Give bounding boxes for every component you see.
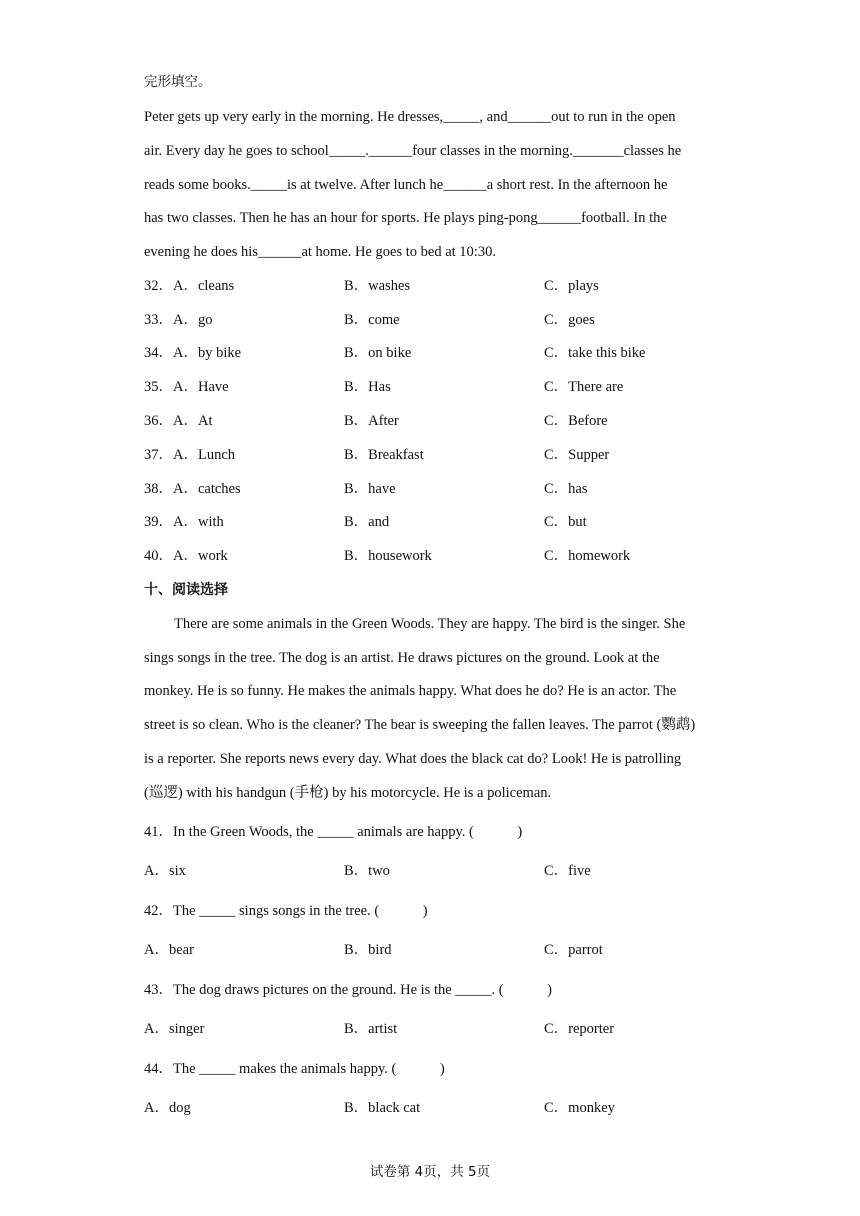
- option-b[interactable]: B．Breakfast: [344, 447, 424, 463]
- reading-passage-line: (巡逻) with his handgun (手枪) by his motorcycle. He is a policeman.: [144, 785, 552, 801]
- option-a[interactable]: A．bear: [144, 942, 194, 958]
- option-c[interactable]: C．goes: [544, 312, 595, 328]
- cloze-heading: 完形填空。: [144, 74, 212, 90]
- reading-passage-line: There are some animals in the Green Woods. They are happy. The bird is the singer. She: [174, 616, 686, 632]
- option-b[interactable]: B．artist: [344, 1021, 398, 1037]
- option-a[interactable]: 33．A．go: [144, 312, 213, 328]
- cloze-question-row: [144, 546, 764, 566]
- reading-passage-line: monkey. He is so funny. He makes the animals happy. What does he do? He is an actor. The: [144, 683, 677, 699]
- question-stem: 43．The dog draws pictures on the ground. He is the _____. ( ): [144, 982, 552, 998]
- option-a[interactable]: 36．A．At: [144, 413, 213, 429]
- option-b[interactable]: B．black cat: [344, 1100, 421, 1116]
- option-a[interactable]: 34．A．by bike: [144, 345, 242, 361]
- cloze-passage-line: reads some books._____is at twelve. After lunch he______a short rest. In the afternoon he: [144, 177, 668, 193]
- option-a[interactable]: 35．A．Have: [144, 379, 229, 395]
- option-b[interactable]: B．and: [344, 514, 390, 530]
- cloze-question-row: [144, 310, 764, 330]
- reading-section-heading: 十、阅读选择: [144, 582, 228, 598]
- reading-passage-line: sings songs in the tree. The dog is an artist. He draws pictures on the ground. Look at the: [144, 650, 660, 666]
- reading-passage-line: is a reporter. She reports news every day. What does the black cat do? Look! He is patrolling: [144, 751, 682, 767]
- cloze-question-row: [144, 343, 764, 363]
- cloze-question-row: [144, 377, 764, 397]
- option-a[interactable]: A．dog: [144, 1100, 191, 1116]
- option-a[interactable]: A．singer: [144, 1021, 205, 1037]
- cloze-question-row: [144, 479, 764, 499]
- option-b[interactable]: B．housework: [344, 548, 432, 564]
- option-c[interactable]: C．monkey: [544, 1100, 615, 1116]
- option-a[interactable]: 38．A．catches: [144, 481, 241, 497]
- answer-options-row: [144, 940, 764, 960]
- cloze-question-row: [144, 411, 764, 431]
- cloze-passage-line: air. Every day he goes to school_____.______four classes in the morning._______classes he: [144, 143, 682, 159]
- question-stem: 41．In the Green Woods, the _____ animals are happy. ( ): [144, 824, 523, 840]
- page-footer: 试卷第 4页，共 5页: [369, 1164, 491, 1180]
- option-c[interactable]: C．reporter: [544, 1021, 615, 1037]
- question-stem: 44．The _____ makes the animals happy. ( ): [144, 1061, 445, 1077]
- option-b[interactable]: B．After: [344, 413, 399, 429]
- cloze-passage-line: has two classes. Then he has an hour for sports. He plays ping-pong______football. In the: [144, 210, 667, 226]
- option-c[interactable]: C．homework: [544, 548, 631, 564]
- option-c[interactable]: C．Supper: [544, 447, 610, 463]
- option-b[interactable]: B．come: [344, 312, 400, 328]
- option-c[interactable]: C．take this bike: [544, 345, 646, 361]
- option-a[interactable]: 32．A．cleans: [144, 278, 235, 294]
- cloze-passage-line: evening he does his______at home. He goes to bed at 10:30.: [144, 244, 496, 260]
- reading-passage-line: street is so clean. Who is the cleaner? The bear is sweeping the fallen leaves. The parrot (鹦鹉): [144, 717, 696, 733]
- option-b[interactable]: B．have: [344, 481, 396, 497]
- answer-options-row: [144, 861, 764, 881]
- option-c[interactable]: C．but: [544, 514, 587, 530]
- option-b[interactable]: B．bird: [344, 942, 392, 958]
- option-c[interactable]: C．five: [544, 863, 591, 879]
- answer-options-row: [144, 1098, 764, 1118]
- option-c[interactable]: C．has: [544, 481, 588, 497]
- cloze-passage-line: Peter gets up very early in the morning. He dresses,_____, and______out to run in the open: [144, 109, 676, 125]
- option-b[interactable]: B．two: [344, 863, 390, 879]
- option-a[interactable]: 40．A．work: [144, 548, 228, 564]
- answer-options-row: [144, 1019, 764, 1039]
- cloze-question-row: [144, 512, 764, 532]
- option-b[interactable]: B．washes: [344, 278, 411, 294]
- cloze-question-row: [144, 445, 764, 465]
- cloze-question-row: [144, 276, 764, 296]
- option-a[interactable]: A．six: [144, 863, 186, 879]
- option-c[interactable]: C．There are: [544, 379, 624, 395]
- option-c[interactable]: C．parrot: [544, 942, 603, 958]
- option-a[interactable]: 37．A．Lunch: [144, 447, 236, 463]
- option-c[interactable]: C．Before: [544, 413, 608, 429]
- option-b[interactable]: B．Has: [344, 379, 391, 395]
- option-b[interactable]: B．on bike: [344, 345, 412, 361]
- option-c[interactable]: C．plays: [544, 278, 599, 294]
- option-a[interactable]: 39．A．with: [144, 514, 224, 530]
- question-stem: 42．The _____ sings songs in the tree. ( ): [144, 903, 428, 919]
